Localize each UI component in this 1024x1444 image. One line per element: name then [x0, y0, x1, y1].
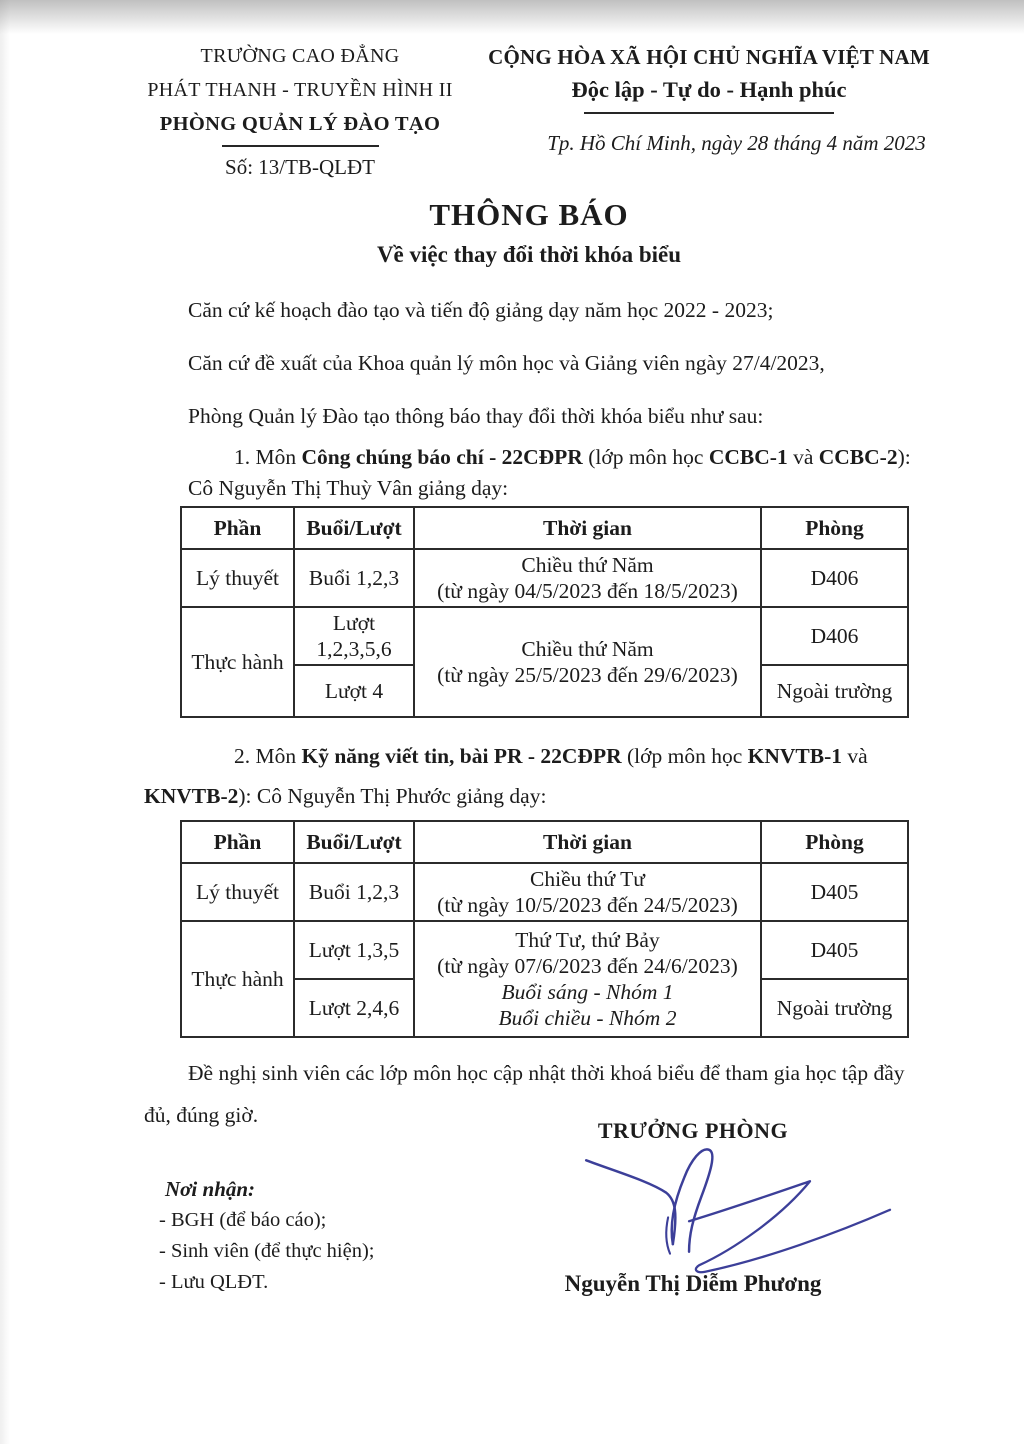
org-underline	[222, 145, 379, 147]
table2-th-luot-b: Lượt 2,4,6	[294, 979, 414, 1037]
section-1-pre: 1. Môn	[234, 445, 302, 469]
document-footer	[144, 1118, 914, 1368]
table2-header-row	[181, 821, 908, 863]
doc-subtitle: Về việc thay đổi thời khóa biểu	[376, 242, 682, 267]
paragraph-basis-1: Căn cứ kế hoạch đào tạo và tiến độ giảng dạy năm học 2022 - 2023;	[188, 298, 774, 322]
table1-lt-buoi: Buổi 1,2,3	[294, 549, 414, 607]
table2-lt-time-line1: Chiều thứ Tư	[530, 867, 645, 891]
table2-header-time: Thời gian	[414, 821, 761, 863]
section-2-course: Kỹ năng viết tin, bài PR - 22CĐPR	[301, 744, 622, 768]
table1-th-phong-a: D406	[761, 607, 908, 665]
table1-header-phong: Phòng	[761, 507, 908, 549]
document-header	[144, 44, 930, 180]
table1-th-luot-b: Lượt 4	[294, 665, 414, 717]
recipients-label: Nơi nhận:	[165, 1177, 256, 1201]
table2-header-phong: Phòng	[761, 821, 908, 863]
table2-lt-phong: D405	[761, 863, 908, 921]
recipient-item: - BGH (để báo cáo);	[159, 1209, 327, 1231]
section-1-class1: CCBC-1	[708, 445, 788, 469]
section-2-mid2: và	[842, 744, 868, 768]
doc-title: THÔNG BÁO	[429, 197, 629, 232]
paragraph-basis-2: Căn cứ đề xuất của Khoa quản lý môn học và Giảng viên ngày 27/4/2023,	[188, 351, 825, 375]
table1-th-luot-a: Lượt 1,2,3,5,6	[294, 607, 414, 665]
closing-paragraph: Đề nghị sinh viên các lớp môn học cập nhật thời khoá biểu để tham gia học tập đầy đủ, đúng giờ.	[144, 1061, 905, 1127]
motto-underline	[584, 112, 834, 114]
section-1	[144, 442, 914, 502]
table2-th-time-line2: (từ ngày 07/6/2023 đến 24/6/2023)	[437, 954, 738, 978]
table1-header-time: Thời gian	[414, 507, 761, 549]
org-department: PHÒNG QUẢN LÝ ĐÀO TẠO	[159, 113, 441, 135]
table1-th-phong-b: Ngoài trường	[761, 665, 908, 717]
section-2-class2: KNVTB-2	[144, 784, 239, 808]
table1-lt-time-line2: (từ ngày 04/5/2023 đến 18/5/2023)	[437, 579, 738, 603]
section-2-mid1: (lớp môn học	[621, 744, 748, 768]
org-name-line2: PHÁT THANH - TRUYỀN HÌNH II	[147, 79, 453, 101]
section-2-pre: 2. Môn	[234, 744, 302, 768]
table1-lt-time-line1: Chiều thứ Năm	[521, 553, 654, 577]
section-2-post: ):	[238, 784, 257, 808]
national-title: CỘNG HÒA XÃ HỘI CHỦ NGHĨA VIỆT NAM	[488, 45, 930, 69]
section-2-class1: KNVTB-1	[747, 744, 843, 768]
table1-th-time-line1: Chiều thứ Năm	[521, 637, 654, 661]
table1-header-phan: Phần	[181, 507, 294, 549]
signature-stroke-flourish	[586, 1160, 675, 1244]
section-1-class2: CCBC-2	[818, 445, 898, 469]
table2-lt-buoi: Buổi 1,2,3	[294, 863, 414, 921]
table2-th-phong-b: Ngoài trường	[761, 979, 908, 1037]
signature-image	[540, 1126, 960, 1286]
table2-header-buoi: Buổi/Lượt	[294, 821, 414, 863]
schedule-table-1	[180, 506, 909, 718]
section-1-course: Công chúng báo chí - 22CĐPR	[301, 445, 583, 469]
table2-row-ly-thuyet	[181, 863, 908, 921]
issuing-org-block	[132, 44, 468, 180]
table1-row-ly-thuyet	[181, 549, 908, 607]
table1-th-time-line2: (từ ngày 25/5/2023 đến 29/6/2023)	[437, 663, 738, 687]
national-header-block	[484, 44, 934, 180]
table1-lt-phan: Lý thuyết	[181, 549, 294, 607]
signature-stroke-loop	[672, 1149, 713, 1251]
table1-header-row	[181, 507, 908, 549]
signature-stroke-tick	[666, 1217, 670, 1253]
table2-lt-time	[414, 863, 761, 921]
doc-number: Số: 13/TB-QLĐT	[225, 155, 375, 179]
table2-th-luot-a: Lượt 1,3,5	[294, 921, 414, 979]
section-1-mid1: (lớp môn học	[582, 445, 709, 469]
recipient-item: - Sinh viên (để thực hiện);	[159, 1240, 375, 1262]
table1-lt-phong: D406	[761, 549, 908, 607]
table2-th-time-line1: Thứ Tư, thứ Bảy	[515, 928, 660, 952]
table2-row-thuc-hanh-a	[181, 921, 908, 979]
table2-lt-time-line2: (từ ngày 10/5/2023 đến 24/5/2023)	[437, 893, 738, 917]
org-name-line1: TRƯỜNG CAO ĐẲNG	[200, 45, 400, 67]
section-2-heading	[144, 736, 914, 816]
section-1-mid2: và	[787, 445, 819, 469]
table2-th-phan: Thực hành	[181, 921, 294, 1037]
schedule-table-2	[180, 820, 909, 1038]
signer-name: Nguyễn Thị Diễm Phương	[564, 1271, 822, 1296]
paragraph-intro: Phòng Quản lý Đào tạo thông báo thay đổi thời khóa biểu như sau:	[188, 404, 764, 428]
section-1-teacher: Cô Nguyễn Thị Thuỳ Vân giảng dạy:	[188, 476, 509, 500]
table2-header-phan: Phần	[181, 821, 294, 863]
table2-th-phong-a: D405	[761, 921, 908, 979]
table2-lt-phan: Lý thuyết	[181, 863, 294, 921]
table1-th-time	[414, 607, 761, 717]
table1-header-buoi: Buổi/Lượt	[294, 507, 414, 549]
table1-th-phan: Thực hành	[181, 607, 294, 717]
section-1-heading	[144, 442, 914, 472]
dateline: Tp. Hồ Chí Minh, ngày 28 tháng 4 năm 2023	[547, 131, 926, 155]
section-2-teacher: Cô Nguyễn Thị Phước giảng dạy:	[256, 784, 547, 808]
signer-title: TRƯỞNG PHÒNG	[597, 1118, 789, 1143]
table2-th-group-note2: Buổi chiều - Nhóm 2	[498, 1006, 677, 1030]
recipients-block	[159, 1176, 375, 1295]
table2-th-time	[414, 921, 761, 1037]
national-motto: Độc lập - Tự do - Hạnh phúc	[571, 77, 847, 102]
table2-th-group-note1: Buổi sáng - Nhóm 1	[501, 980, 674, 1004]
recipient-item: - Lưu QLĐT.	[159, 1271, 269, 1293]
section-1-post: ):	[897, 445, 911, 469]
table1-row-thuc-hanh-a	[181, 607, 908, 665]
signature-stroke-swoosh	[689, 1181, 890, 1272]
table1-lt-time	[414, 549, 761, 607]
